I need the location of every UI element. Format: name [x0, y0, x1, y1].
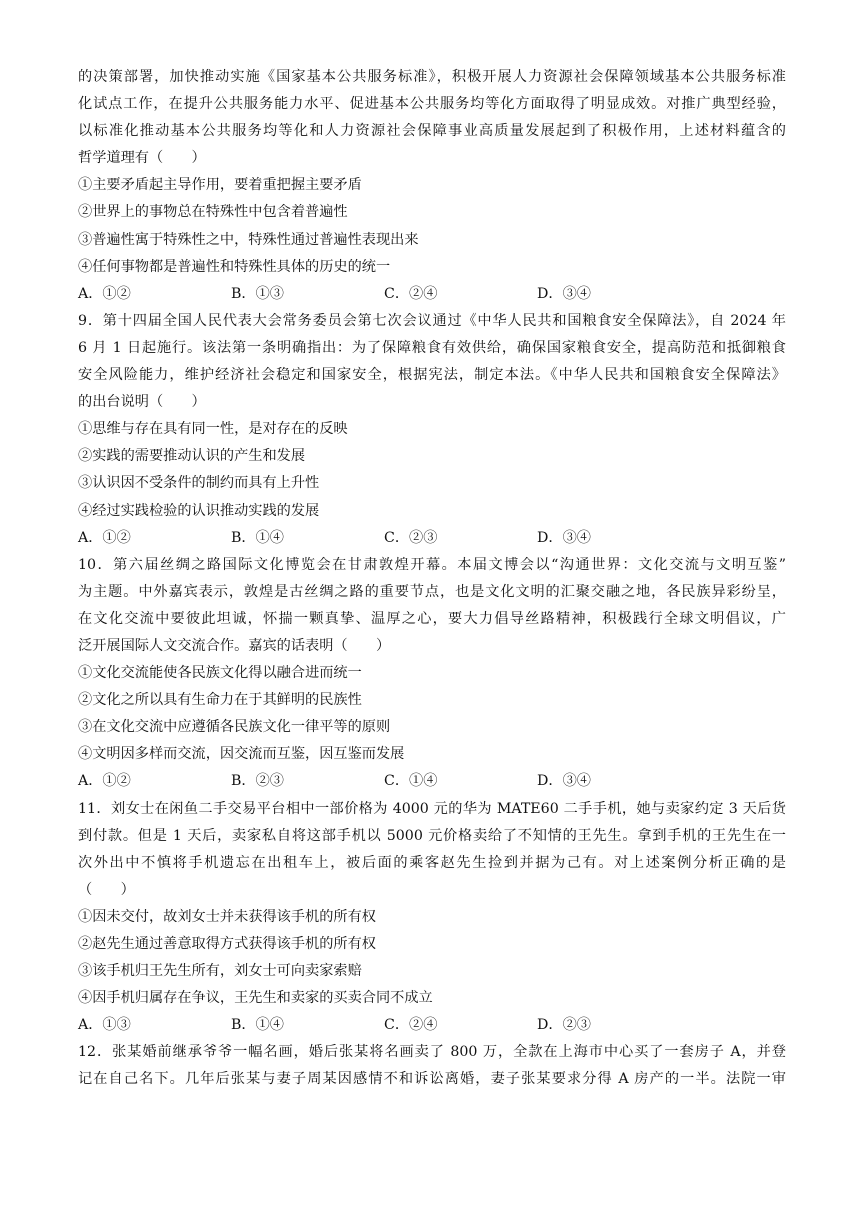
- statement-option: ③该手机归王先生所有，刘女士可向卖家索赔: [78, 963, 362, 980]
- statement-option: ①思维与存在具有同一性，是对存在的反映: [78, 421, 348, 438]
- choice-c: C．②④: [384, 285, 438, 302]
- question-stem-line: 11．刘女士在闲鱼二手交易平台相中一部价格为 4000 元的华为 MATE60 二手手机，她与卖家约定 3 天后货: [78, 800, 786, 817]
- statement-option: ④因手机归属存在争议，王先生和卖家的买卖合同不成立: [78, 990, 433, 1007]
- choice-a: A．①②: [78, 529, 131, 546]
- question-10: [78, 552, 786, 796]
- question-8: [78, 64, 786, 308]
- statement-option: ③普遍性寓于特殊性之中，特殊性通过普遍性表现出来: [78, 231, 419, 248]
- question-stem-line: 12．张某婚前继承爷爷一幅名画，婚后张某将名画卖了 800 万，全款在上海市中心买了一套房子 A，并登: [78, 1044, 786, 1061]
- question-12: [78, 1039, 786, 1093]
- choice-b: B．①③: [231, 285, 284, 302]
- statement-option: ④任何事物都是普遍性和特殊性具体的历史的统一: [78, 258, 391, 275]
- choice-c: C．①④: [384, 773, 438, 790]
- choice-d: D．③④: [537, 773, 591, 790]
- choice-d: D．③④: [537, 285, 591, 302]
- answer-choices: [78, 281, 786, 308]
- statement-option: ②实践的需要推动认识的产生和发展: [78, 448, 306, 465]
- choice-c: C．②④: [384, 1017, 438, 1034]
- answer-choices: [78, 1012, 786, 1039]
- exam-page: [78, 64, 786, 1094]
- choice-b: B．①④: [231, 529, 284, 546]
- statement-option: ③在文化交流中应遵循各民族文化一律平等的原则: [78, 719, 391, 736]
- choice-a: A．①③: [78, 1017, 131, 1034]
- statement-option: ②文化之所以具有生命力在于其鲜明的民族性: [78, 692, 362, 709]
- statement-option: ①因未交付，故刘女士并未获得该手机的所有权: [78, 908, 376, 925]
- choice-d: D．③④: [537, 529, 591, 546]
- statement-option: ④经过实践检验的认识推动实践的发展: [78, 502, 320, 519]
- question-stem-line: 在文化交流中要彼此坦诚，怀揣一颗真挚、温厚之心，要大力倡导丝路精神，积极践行全球文明倡议，广: [78, 610, 786, 627]
- statement-option: ④文明因多样而交流，因交流而互鉴，因互鉴而发展: [78, 746, 405, 763]
- choice-d: D．②③: [537, 1017, 591, 1034]
- question-stem-line: 以标准化推动基本公共服务均等化和人力资源社会保障事业高质量发展起到了积极作用，上述材料蕴含的: [78, 123, 786, 140]
- statement-option: ①主要矛盾起主导作用，要着重把握主要矛盾: [78, 177, 362, 194]
- question-stem-line: 次外出中不慎将手机遗忘在出租车上，被后面的乘客赵先生捡到并据为己有。对上述案例分析正确的是: [78, 854, 786, 871]
- question-stem-line: 化试点工作，在提升公共服务能力水平、促进基本公共服务均等化方面取得了明显成效。对推广典型经验，: [78, 96, 786, 113]
- question-stem-line: 9．第十四届全国人民代表大会常务委员会第七次会议通过《中华人民共和国粮食安全保障法》，自 2024 年: [78, 312, 786, 329]
- answer-choices: [78, 525, 786, 552]
- answer-choices: [78, 768, 786, 795]
- choice-c: C．②③: [384, 529, 438, 546]
- question-stem-line: 安全风险能力，维护经济社会稳定和国家安全，根据宪法，制定本法。《中华人民共和国粮食安全保障法》: [78, 367, 786, 384]
- question-stem-line: 泛开展国际人文交流合作。嘉宾的话表明（ ）: [78, 637, 391, 654]
- question-stem-line: 哲学道理有（ ）: [78, 150, 206, 167]
- question-stem-line: 的决策部署，加快推动实施《国家基本公共服务标准》，积极开展人力资源社会保障领域基本公共服务标准: [78, 69, 786, 85]
- question-9: [78, 308, 786, 552]
- choice-b: B．①④: [231, 1017, 284, 1034]
- question-11: [78, 796, 786, 1040]
- question-stem-line: 10．第六届丝绸之路国际文化博览会在甘肃敦煌开幕。本届文博会以“沟通世界：文化交流与文明互鉴”: [78, 556, 786, 573]
- question-stem-line: （ ）: [78, 881, 135, 898]
- statement-option: ②世界上的事物总在特殊性中包含着普遍性: [78, 204, 348, 221]
- choice-a: A．①②: [78, 285, 131, 302]
- question-stem-line: 的出台说明（ ）: [78, 394, 206, 411]
- question-stem-line: 记在自己名下。几年后张某与妻子周某因感情不和诉讼离婚，妻子张某要求分得 A 房产的一半。法院一审: [78, 1071, 786, 1088]
- statement-option: ③认识因不受条件的制约而具有上升性: [78, 475, 320, 492]
- choice-a: A．①②: [78, 773, 131, 790]
- question-stem-line: 为主题。中外嘉宾表示，敦煌是古丝绸之路的重要节点，也是文化文明的汇聚交融之地，各民族异彩纷呈，: [78, 583, 786, 600]
- statement-option: ①文化交流能使各民族文化得以融合进而统一: [78, 665, 362, 682]
- choice-b: B．②③: [231, 773, 284, 790]
- statement-option: ②赵先生通过善意取得方式获得该手机的所有权: [78, 936, 376, 952]
- question-stem-line: 6 月 1 日起施行。该法第一条明确指出：为了保障粮食有效供给，确保国家粮食安全，提高防范和抵御粮食: [78, 339, 786, 356]
- question-stem-line: 到付款。但是 1 天后，卖家私自将这部手机以 5000 元价格卖给了不知情的王先生。拿到手机的王先生在一: [78, 827, 786, 844]
